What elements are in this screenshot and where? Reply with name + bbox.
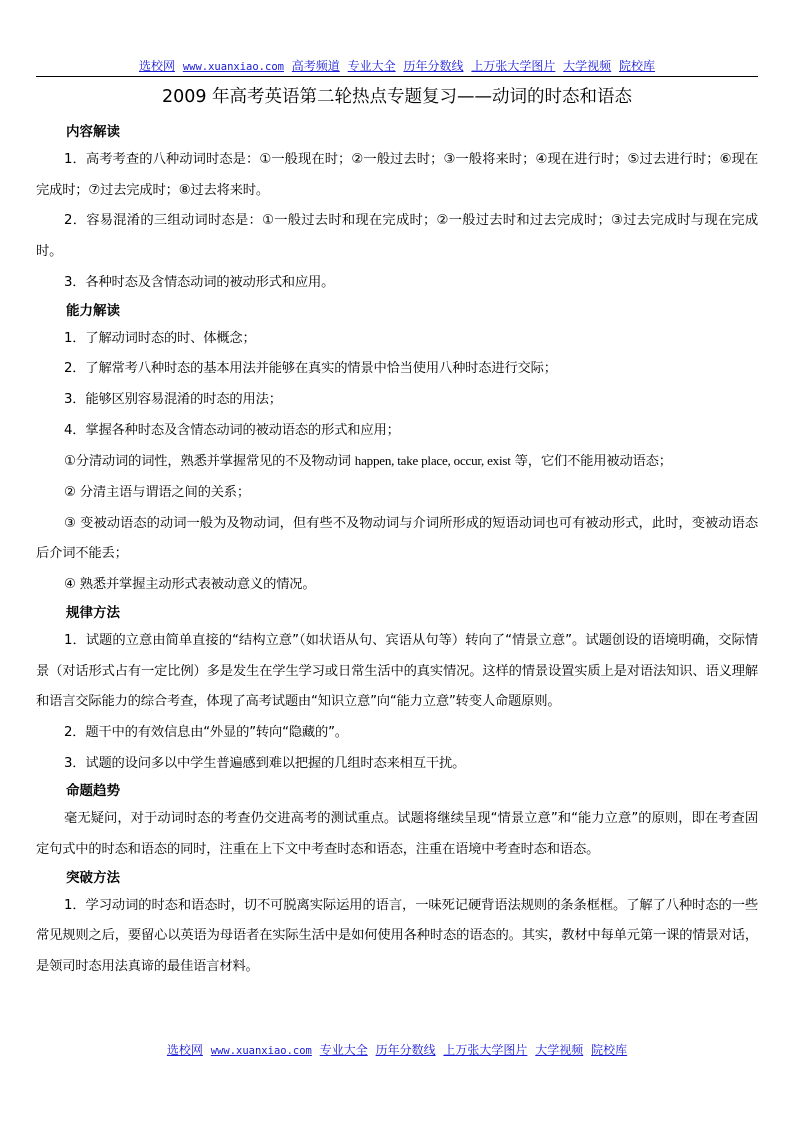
header-rule — [36, 76, 758, 77]
header-links — [0, 58, 794, 75]
header-link-scores[interactable]: 历年分数线 — [403, 59, 464, 73]
paragraph — [36, 446, 758, 478]
header-link-photos[interactable]: 上万张大学图片 — [471, 59, 556, 73]
section-heading-ability: 能力解读 — [66, 302, 120, 319]
paragraph: 4．掌握各种时态及含情态动词的被动语态的形式和应用； — [64, 422, 400, 438]
footer-link-xuanxiao[interactable]: 选校网 — [166, 1043, 203, 1057]
paragraph: 3．各种时态及含情态动词的被动形式和应用。 — [64, 274, 335, 290]
header-link-url[interactable]: www.xuanxiao.com — [182, 61, 284, 73]
footer-link-photos[interactable]: 上万张大学图片 — [443, 1043, 528, 1057]
paragraph: ④ 熟悉并掌握主动形式表被动意义的情况。 — [64, 577, 316, 593]
paragraph: 2．题干中的有效信息由“外显的”转向“隐藏的”。 — [64, 724, 348, 740]
english-verbs: happen, take place, occur, exist — [354, 453, 511, 469]
header-link-majors[interactable]: 专业大全 — [347, 59, 396, 73]
paragraph: 1．学习动词的时态和语态时，切不可脱离实际运用的语言，一味死记硬背语法规则的条条框框。了解了八种时态的一些常见规则之后，要留心以英语为母语者在实际生活中是如何使用各种时态的语态的。其实，教材中每单元第一课的情景对话，是领司时态用法真谛的最佳语言材料。 — [36, 897, 758, 975]
header-link-gaokao[interactable]: 高考频道 — [291, 59, 340, 73]
paragraph: 1．了解动词时态的时、体概念； — [64, 330, 256, 346]
paragraph: ② 分清主语与谓语之间的关系； — [64, 485, 251, 501]
paragraph: 3．试题的设问多以中学生普遍感到难以把握的几组时态来相互干扰。 — [64, 755, 466, 771]
paragraph: 2．容易混淆的三组动词时态是：①一般过去时和现在完成时；②一般过去时和过去完成时；③过去完成时与现在完成时。 — [36, 213, 758, 260]
footer-link-scores[interactable]: 历年分数线 — [375, 1043, 436, 1057]
paragraph: 毫无疑问，对于动词时态的考查仍交进高考的测试重点。试题将继续呈现“情景立意”和“能力立意”的原则，即在考查固定句式中的时态和语态的同时，注重在上下文中考查时态和语态，注重在语境中考查时态和语态。 — [36, 811, 758, 858]
document-body — [36, 120, 758, 983]
footer-link-url[interactable]: www.xuanxiao.com — [210, 1045, 312, 1057]
header-link-videos[interactable]: 大学视频 — [563, 59, 612, 73]
paragraph: 1．高考考查的八种动词时态是：①一般现在时；②一般过去时；③一般将来时；④现在进行时；⑤过去进行时；⑥现在完成时；⑦过去完成时；⑧过去将来时。 — [36, 152, 758, 198]
header-link-schools[interactable]: 院校库 — [619, 59, 656, 73]
footer-link-videos[interactable]: 大学视频 — [535, 1043, 584, 1057]
footer-link-majors[interactable]: 专业大全 — [319, 1043, 368, 1057]
paragraph: 2．了解常考八种时态的基本用法并能够在真实的情景中恰当使用八种时态进行交际； — [64, 361, 557, 377]
section-heading-rules: 规律方法 — [66, 604, 120, 621]
section-heading-breakthrough: 突破方法 — [66, 869, 120, 886]
footer-link-schools[interactable]: 院校库 — [591, 1043, 628, 1057]
footer-links — [0, 1042, 794, 1059]
paragraph: ③ 变被动语态的动词一般为及物动词，但有些不及物动词与介词所形成的短语动词也可有被动形式，此时，变被动语态后介词不能丢； — [36, 515, 758, 562]
section-heading-trend: 命题趋势 — [66, 783, 120, 800]
page-title: 2009 年高考英语第二轮热点专题复习——动词的时态和语态 — [161, 87, 633, 107]
text-run: 等，它们不能用被动语态； — [510, 454, 672, 470]
text-run: ①分清动词的词性，熟悉并掌握常见的不及物动词 — [64, 454, 355, 470]
paragraph: 3．能够区别容易混淆的时态的用法； — [64, 391, 282, 407]
section-heading-content: 内容解读 — [66, 124, 120, 140]
paragraph: 1．试题的立意由简单直接的“结构立意”（如状语从句、宾语从句等）转向了“情景立意”。试题创设的语境明确，交际情景（对话形式占有一定比例）多是发生在学生学习或日常生活中的真实情况。这样的情景设置实质上是对语法知识、语义理解和语言交际能力的综合考查，体现了高考试题由“知识立意”向“能力立意”转变人命题原则。 — [36, 632, 758, 710]
header-link-xuanxiao[interactable]: 选校网 — [138, 59, 175, 73]
